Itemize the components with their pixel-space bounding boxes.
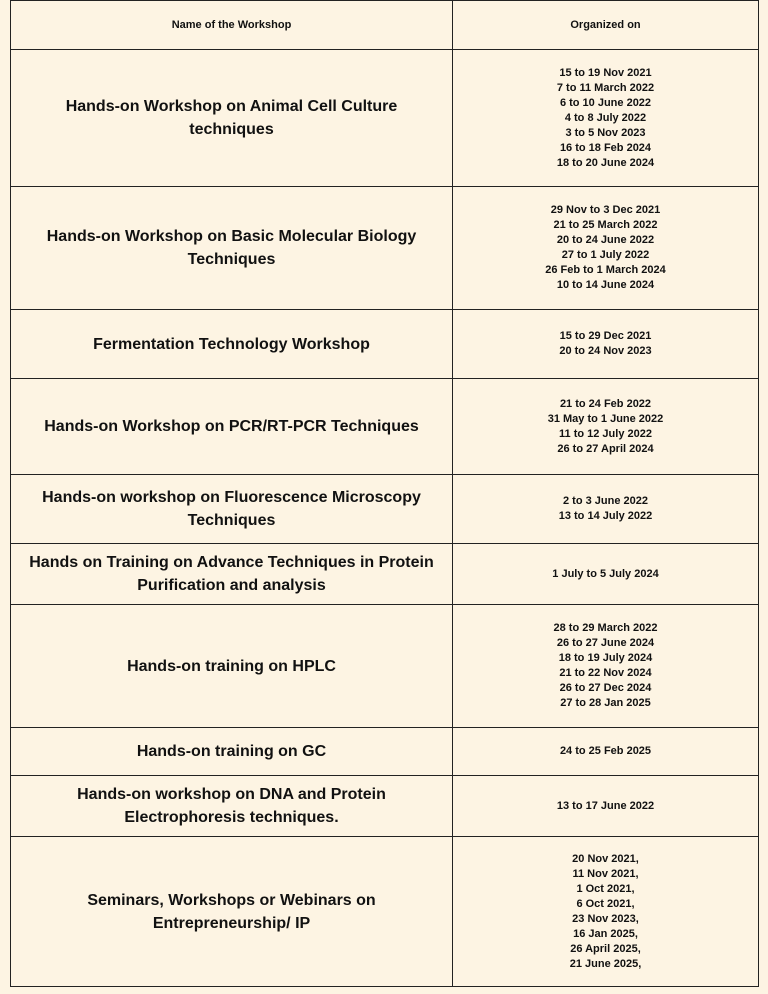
- organized-date: 27 to 1 July 2022: [561, 249, 650, 261]
- workshop-name-line: Fermentation Technology Workshop: [93, 335, 370, 353]
- workshop-name-line: Techniques: [187, 512, 276, 529]
- table-row: [11, 379, 759, 475]
- table-row: [11, 544, 759, 605]
- workshop-name-line: techniques: [189, 121, 274, 138]
- table-row: [11, 475, 759, 544]
- header-organized-on: Organized on: [453, 1, 759, 50]
- workshop-name-line: Hands-on workshop on DNA and Protein: [77, 786, 386, 803]
- workshop-name-line: Hands-on workshop on Fluorescence Microscopy: [42, 489, 421, 506]
- organized-date: 6 Oct 2021,: [576, 897, 635, 910]
- workshop-name-line: Seminars, Workshops or Webinars on: [87, 891, 376, 909]
- table-row: [11, 776, 759, 837]
- workshop-name-line: Hands-on Workshop on Animal Cell Culture: [65, 98, 398, 115]
- organized-date: 24 to 25 Feb 2025: [559, 745, 652, 757]
- organized-date: 21 to 25 March 2022: [553, 219, 658, 231]
- workshop-name-cell: [11, 776, 453, 837]
- workshop-name-cell: [11, 379, 453, 475]
- organized-date: 29 Nov to 3 Dec 2021: [550, 204, 661, 216]
- header-workshop-name: Name of the Workshop: [11, 1, 453, 50]
- organized-date: 26 April 2025,: [570, 942, 641, 955]
- organized-dates-cell: [453, 187, 759, 310]
- organized-dates-cell: [453, 776, 759, 837]
- workshop-name-line: Entrepreneurship/ IP: [152, 914, 311, 932]
- organized-date: 3 to 5 Nov 2023: [565, 126, 646, 139]
- header-row: [11, 1, 759, 50]
- workshop-name-line: Hands-on Workshop on PCR/RT-PCR Techniques: [44, 418, 419, 435]
- workshop-name-cell: [11, 728, 453, 776]
- organized-date: 31 May to 1 June 2022: [547, 412, 664, 425]
- workshop-name-cell: [11, 187, 453, 310]
- workshop-name-line: Hands-on training on HPLC: [127, 657, 336, 675]
- organized-date: 27 to 28 Jan 2025: [560, 697, 651, 709]
- organized-dates-cell: [453, 50, 759, 187]
- organized-dates-cell: [453, 544, 759, 605]
- organized-dates-cell: [453, 475, 759, 544]
- organized-dates-cell: [453, 310, 759, 379]
- workshops-table: [10, 0, 759, 987]
- organized-date: 20 to 24 Nov 2023: [559, 345, 652, 357]
- organized-date: 4 to 8 July 2022: [564, 111, 647, 124]
- workshop-name-cell: [11, 310, 453, 379]
- organized-date: 13 to 14 July 2022: [558, 510, 653, 522]
- organized-date: 21 to 22 Nov 2024: [559, 667, 652, 679]
- organized-date: 1 July to 5 July 2024: [552, 567, 659, 580]
- organized-date: 7 to 11 March 2022: [556, 81, 655, 94]
- workshop-name-line: Hands-on Workshop on Basic Molecular Biology: [46, 228, 417, 245]
- workshop-name-line: Techniques: [187, 251, 276, 268]
- organized-date: 21 June 2025,: [569, 957, 642, 970]
- organized-date: 11 Nov 2021,: [572, 867, 639, 880]
- organized-date: 18 to 20 June 2024: [556, 156, 655, 169]
- workshop-name-line: Hands on Training on Advance Techniques in Protein: [29, 554, 434, 571]
- workshop-name-cell: [11, 837, 453, 987]
- table-row: [11, 310, 759, 379]
- organized-date: 1 Oct 2021,: [576, 882, 635, 895]
- organized-date: 15 to 19 Nov 2021: [559, 66, 652, 79]
- organized-dates-cell: [453, 379, 759, 475]
- table-row: [11, 728, 759, 776]
- workshop-name-line: Hands-on training on GC: [136, 743, 327, 760]
- organized-date: 28 to 29 March 2022: [553, 622, 658, 634]
- organized-date: 21 to 24 Feb 2022: [559, 397, 652, 410]
- workshop-name-line: Purification and analysis: [137, 577, 326, 594]
- table-row: [11, 187, 759, 310]
- organized-date: 20 Nov 2021,: [572, 852, 639, 865]
- organized-date: 16 Jan 2025,: [573, 927, 638, 940]
- workshop-name-cell: [11, 605, 453, 728]
- workshop-name-cell: [11, 50, 453, 187]
- organized-date: 10 to 14 June 2024: [556, 279, 655, 291]
- organized-date: 6 to 10 June 2022: [559, 96, 652, 109]
- organized-date: 23 Nov 2023,: [572, 912, 639, 925]
- organized-dates-cell: [453, 728, 759, 776]
- organized-date: 18 to 19 July 2024: [558, 652, 653, 664]
- organized-dates-cell: [453, 837, 759, 987]
- organized-date: 13 to 17 June 2022: [556, 799, 655, 812]
- organized-date: 16 to 18 Feb 2024: [559, 141, 652, 154]
- organized-date: 26 to 27 Dec 2024: [559, 682, 652, 694]
- table-row: [11, 50, 759, 187]
- organized-date: 26 Feb to 1 March 2024: [545, 264, 666, 276]
- organized-date: 26 to 27 June 2024: [556, 637, 655, 649]
- table-row: [11, 837, 759, 987]
- workshop-name-line: Electrophoresis techniques.: [124, 809, 339, 826]
- organized-date: 2 to 3 June 2022: [563, 495, 648, 507]
- workshop-name-cell: [11, 544, 453, 605]
- table-row: [11, 605, 759, 728]
- organized-date: 15 to 29 Dec 2021: [559, 330, 652, 342]
- workshop-name-cell: [11, 475, 453, 544]
- organized-date: 11 to 12 July 2022: [559, 427, 652, 440]
- organized-date: 20 to 24 June 2022: [556, 234, 655, 246]
- organized-dates-cell: [453, 605, 759, 728]
- organized-date: 26 to 27 April 2024: [557, 442, 654, 455]
